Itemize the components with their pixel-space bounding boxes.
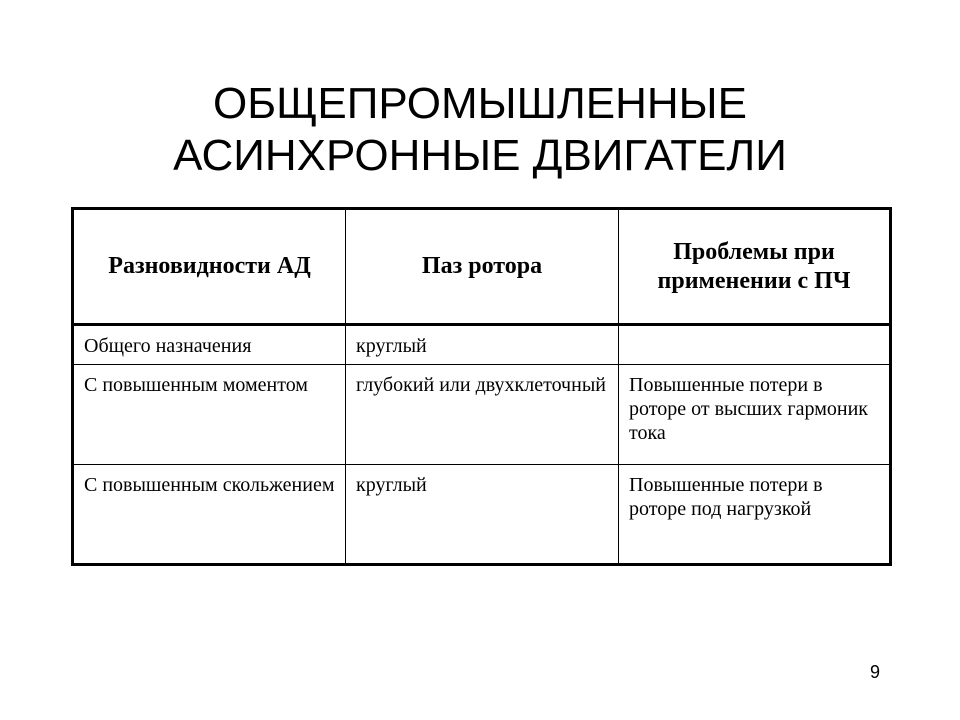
header-motor-types: Разновидности АД — [73, 209, 346, 325]
header-rotor-slot: Паз ротора — [346, 209, 619, 325]
cell-vfd-problem: Повышенные потери в роторе от высших гармоник тока — [619, 365, 891, 465]
header-vfd-problems: Проблемы при применении с ПЧ — [619, 209, 891, 325]
table-row — [73, 465, 891, 565]
cell-motor-type: С повышенным скольжением — [73, 465, 346, 565]
cell-rotor-slot: глубокий или двухклеточный — [346, 365, 619, 465]
slide-title — [0, 78, 960, 182]
page-number: 9 — [869, 662, 880, 682]
cell-motor-type: Общего назначения — [73, 325, 346, 365]
slide-title-line-2: АСИНХРОННЫЕ ДВИГАТЕЛИ — [173, 131, 787, 180]
table-header — [73, 209, 891, 325]
cell-rotor-slot: круглый — [346, 465, 619, 565]
cell-vfd-problem: Повышенные потери в роторе под нагрузкой — [619, 465, 891, 565]
motor-types-table — [71, 207, 892, 566]
cell-vfd-problem — [619, 325, 891, 365]
cell-motor-type: С повышенным моментом — [73, 365, 346, 465]
table-row — [73, 365, 891, 465]
table-body — [73, 325, 891, 565]
cell-rotor-slot: круглый — [346, 325, 619, 365]
slide-title-line-1: ОБЩЕПРОМЫШЛЕННЫЕ — [213, 79, 747, 128]
table-row — [73, 325, 891, 365]
table-header-row — [73, 209, 891, 325]
